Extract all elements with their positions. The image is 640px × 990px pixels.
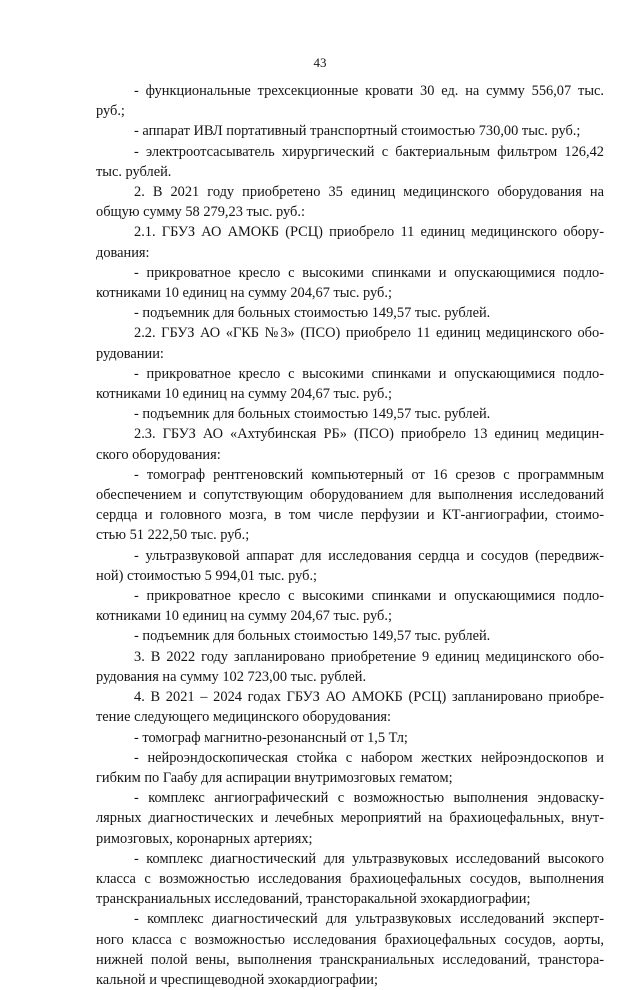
paragraph (96, 182, 604, 222)
paragraph (96, 748, 604, 788)
text-line: гибким по Гаабу для аспирации внутримозговых гематом; (96, 769, 453, 786)
text-line: обеспечением и сопутствующим оборудованием для выполнения исследований (96, 487, 604, 504)
text-line: - прикроватное кресло с высокими спинками и опускающимися подло- (134, 365, 604, 382)
text-line: стью 51 222,50 тыс. руб.; (96, 527, 250, 544)
text-line: ного класса с возможностью исследования брахиоцефальных сосудов, аорты, (96, 931, 604, 948)
text-line: - функциональные трехсекционные кровати 30 ед. на сумму 556,07 тыс. (134, 83, 604, 99)
paragraph (96, 647, 604, 687)
document-body (96, 81, 604, 990)
text-line: общую сумму 58 279,23 тыс. руб.: (96, 204, 305, 221)
text-line: - ультразвуковой аппарат для исследования сердца и сосудов (передвиж- (134, 547, 604, 564)
text-line: ной) стоимостью 5 994,01 тыс. руб.; (96, 567, 318, 584)
text-line: ского оборудования: (96, 446, 221, 463)
text-line: котниками 10 единиц на сумму 204,67 тыс. руб.; (96, 608, 392, 625)
text-line: тыс. рублей. (96, 163, 172, 180)
text-line: котниками 10 единиц на сумму 204,67 тыс. руб.; (96, 386, 392, 403)
text-line: 2.3. ГБУЗ АО «Ахтубинская РБ» (ПСО) приобрело 13 единиц медицин- (134, 426, 604, 443)
paragraph (96, 788, 604, 849)
paragraph (96, 222, 604, 262)
text-line: нижней полой вены, выполнения транскраниальных исследований, транстора- (96, 951, 604, 968)
text-line: - томограф магнитно-резонансный от 1,5 Тл; (134, 729, 408, 746)
paragraph (96, 364, 604, 404)
text-line: руб.; (96, 103, 125, 120)
text-line: - электроотсасыватель хирургический с бактериальным фильтром 126,42 (134, 143, 604, 160)
text-line: - прикроватное кресло с высокими спинками и опускающимися подло- (134, 264, 604, 281)
text-line: - прикроватное кресло с высокими спинками и опускающимися подло- (134, 588, 604, 605)
text-line: кальной и чреспищеводной эхокардиографии; (96, 971, 379, 988)
text-line: 3. В 2022 году запланировано приобретение 9 единиц медицинского обо- (134, 648, 604, 665)
paragraph (96, 626, 604, 646)
text-line: 4. В 2021 – 2024 годах ГБУЗ АО АМОКБ (РСЦ) запланировано приобре- (134, 689, 604, 706)
paragraph (96, 849, 604, 910)
text-line: котниками 10 единиц на сумму 204,67 тыс. руб.; (96, 285, 392, 302)
text-line: - комплекс диагностический для ультразвуковых исследований высокого (134, 850, 604, 867)
text-line: - томограф рентгеновский компьютерный от 16 срезов с программным (134, 466, 604, 483)
text-line: класса с возможностью исследования брахиоцефальных сосудов, выполнения (96, 870, 604, 887)
paragraph (96, 465, 604, 546)
text-line: - аппарат ИВЛ портативный транспортный стоимостью 730,00 тыс. руб.; (134, 123, 581, 140)
text-line: - подъемник для больных стоимостью 149,57 тыс. рублей. (134, 406, 491, 423)
paragraph (96, 142, 604, 182)
paragraph (96, 81, 604, 121)
paragraph (96, 263, 604, 303)
paragraph (96, 323, 604, 363)
text-line: транскраниальных исследований, трансторакальной эхокардиографии; (96, 891, 531, 908)
text-line: тение следующего медицинского оборудования: (96, 709, 392, 726)
paragraph (96, 546, 604, 586)
text-line: - подъемник для больных стоимостью 149,57 тыс. рублей. (134, 628, 491, 645)
text-line: - комплекс диагностический для ультразвуковых исследований эксперт- (134, 911, 604, 928)
paragraph (96, 687, 604, 727)
text-line: римозговых, коронарных артериях; (96, 830, 313, 847)
page-number: 43 (313, 55, 327, 70)
text-line: дования: (96, 244, 150, 261)
text-line: - нейроэндоскопическая стойка с набором жестких нейроэндоскопов и (134, 749, 604, 766)
paragraph (96, 303, 604, 323)
paragraph (96, 424, 604, 464)
text-line: 2.1. ГБУЗ АО АМОКБ (РСЦ) приобрело 11 единиц медицинского обору- (134, 224, 604, 241)
paragraph (96, 586, 604, 626)
text-line: лярных диагностических и лечебных мероприятий на брахиоцефальных, внут- (96, 810, 604, 827)
paragraph (96, 121, 604, 141)
paragraph (96, 728, 604, 748)
paragraph (96, 404, 604, 424)
text-line: рудовании: (96, 345, 164, 362)
text-line: сердца и головного мозга, в том числе перфузии и КТ-ангиографии, стоимо- (96, 507, 604, 524)
paragraph (96, 909, 604, 990)
text-line: - комплекс ангиографический с возможностью выполнения эндоваску- (134, 790, 604, 807)
text-line: - подъемник для больных стоимостью 149,57 тыс. рублей. (134, 305, 491, 322)
text-line: рудования на сумму 102 723,00 тыс. рублей. (96, 668, 367, 685)
text-line: 2. В 2021 году приобретено 35 единиц медицинского оборудования на (134, 184, 604, 201)
text-line: 2.2. ГБУЗ АО «ГКБ №3» (ПСО) приобрело 11 единиц медицинского обо- (134, 325, 604, 342)
